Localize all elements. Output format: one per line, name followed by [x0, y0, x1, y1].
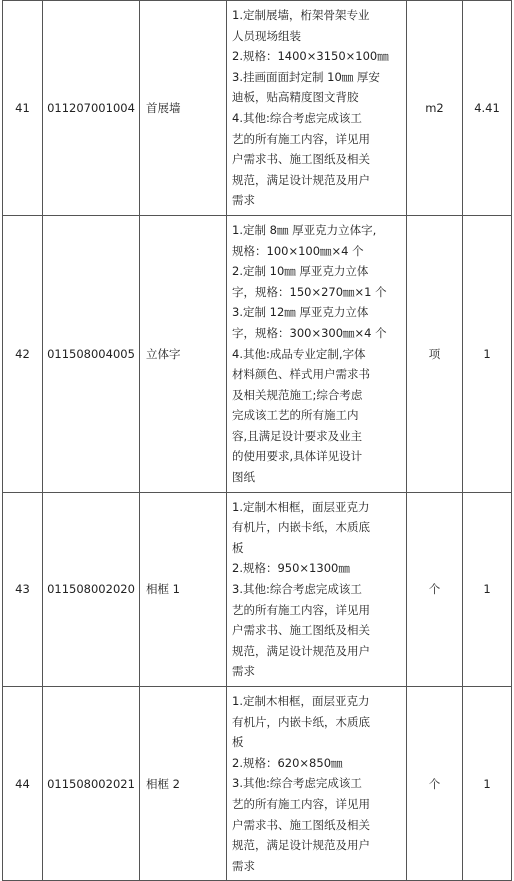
item-unit: 项 [407, 215, 463, 492]
item-code: 011508004005 [43, 215, 140, 492]
description-line: 3.其他:综合考虑完成该工 [232, 776, 362, 791]
description-line: 及相关规范施工;综合考虑 [232, 387, 363, 402]
description-line: 字，规格：150×270㎜×1 个 [232, 284, 387, 299]
description-line: 户需求书、施工图纸及相关 [232, 817, 370, 832]
description-line: 完成该工艺的所有施工内 [232, 408, 359, 423]
description-line: 户需求书、施工图纸及相关 [232, 623, 370, 638]
description-line: 2.规格：620×850㎜ [232, 755, 343, 770]
description-line: 有机片，内嵌卡纸，木质底 [232, 520, 370, 535]
item-unit: 个 [407, 687, 463, 881]
description-line: 2.定制 10㎜ 厚亚克力立体 [232, 264, 369, 279]
item-code: 011508002021 [43, 687, 140, 881]
item-quantity: 1 [463, 687, 512, 881]
description-line: 艺的所有施工内容，详见用 [232, 131, 370, 146]
description-line: 2.规格：1400×3150×100㎜ [232, 49, 389, 64]
item-number: 41 [3, 1, 43, 216]
item-code: 011508002020 [43, 492, 140, 686]
table-row [3, 492, 512, 686]
description-line: 2.规格：950×1300㎜ [232, 561, 350, 576]
description-line: 需求 [232, 193, 255, 208]
description-line: 1.定制木相框，面层亚克力 [232, 694, 370, 708]
description-line: 材料颜色、样式用户需求书 [232, 367, 370, 382]
item-number: 42 [3, 215, 43, 492]
item-code: 011207001004 [43, 1, 140, 216]
item-number: 43 [3, 492, 43, 686]
item-description [227, 215, 407, 492]
description-line: 4.其他:成品专业定制,字体 [232, 346, 366, 361]
item-name: 相框 1 [140, 492, 227, 686]
description-line: 板 [232, 735, 244, 750]
description-line: 规范，满足设计规范及用户 [232, 172, 370, 187]
description-line: 板 [232, 540, 244, 555]
description-line: 户需求书、施工图纸及相关 [232, 152, 370, 167]
item-description [227, 687, 407, 881]
description-line: 1.定制木相框，面层亚克力 [232, 499, 370, 514]
bill-of-quantities-table [2, 0, 512, 881]
description-line: 规范，满足设计规范及用户 [232, 838, 370, 853]
item-number: 44 [3, 687, 43, 881]
description-line: 字，规格：300×300㎜×4 个 [232, 325, 387, 340]
description-line: 人员现场组装 [232, 28, 301, 43]
item-quantity: 4.41 [463, 1, 512, 216]
item-name: 立体字 [140, 215, 227, 492]
description-line: 1.定制 8㎜ 厚亚克力立体字, [232, 222, 377, 237]
description-line: 规格：100×100㎜×4 个 [232, 243, 364, 258]
description-line: 3.定制 12㎜ 厚亚克力立体 [232, 305, 369, 320]
description-line: 需求 [232, 664, 255, 679]
description-line: 4.其他:综合考虑完成该工 [232, 110, 362, 125]
item-unit: 个 [407, 492, 463, 686]
description-line: 的使用要求,具体详见设计 [232, 449, 363, 464]
description-line: 图纸 [232, 470, 255, 485]
table-row [3, 215, 512, 492]
item-quantity: 1 [463, 492, 512, 686]
description-line: 有机片，内嵌卡纸，木质底 [232, 714, 370, 729]
description-line: 艺的所有施工内容，详见用 [232, 602, 370, 617]
table-row [3, 687, 512, 881]
table-row [3, 1, 512, 216]
description-line: 3.挂画面面封定制 10㎜ 厚安 [232, 69, 380, 84]
description-line: 需求 [232, 858, 255, 873]
description-line: 规范，满足设计规范及用户 [232, 643, 370, 658]
description-line: 1.定制展墙，桁架骨架专业 [232, 8, 370, 22]
description-line: 迪板，贴高精度图文背胶 [232, 90, 359, 105]
item-name: 首展墙 [140, 1, 227, 216]
item-quantity: 1 [463, 215, 512, 492]
item-description [227, 1, 407, 216]
item-name: 相框 2 [140, 687, 227, 881]
item-description [227, 492, 407, 686]
description-line: 容,且满足设计要求及业主 [232, 428, 363, 443]
item-unit: m2 [407, 1, 463, 216]
description-line: 艺的所有施工内容，详见用 [232, 796, 370, 811]
description-line: 3.其他:综合考虑完成该工 [232, 582, 362, 597]
